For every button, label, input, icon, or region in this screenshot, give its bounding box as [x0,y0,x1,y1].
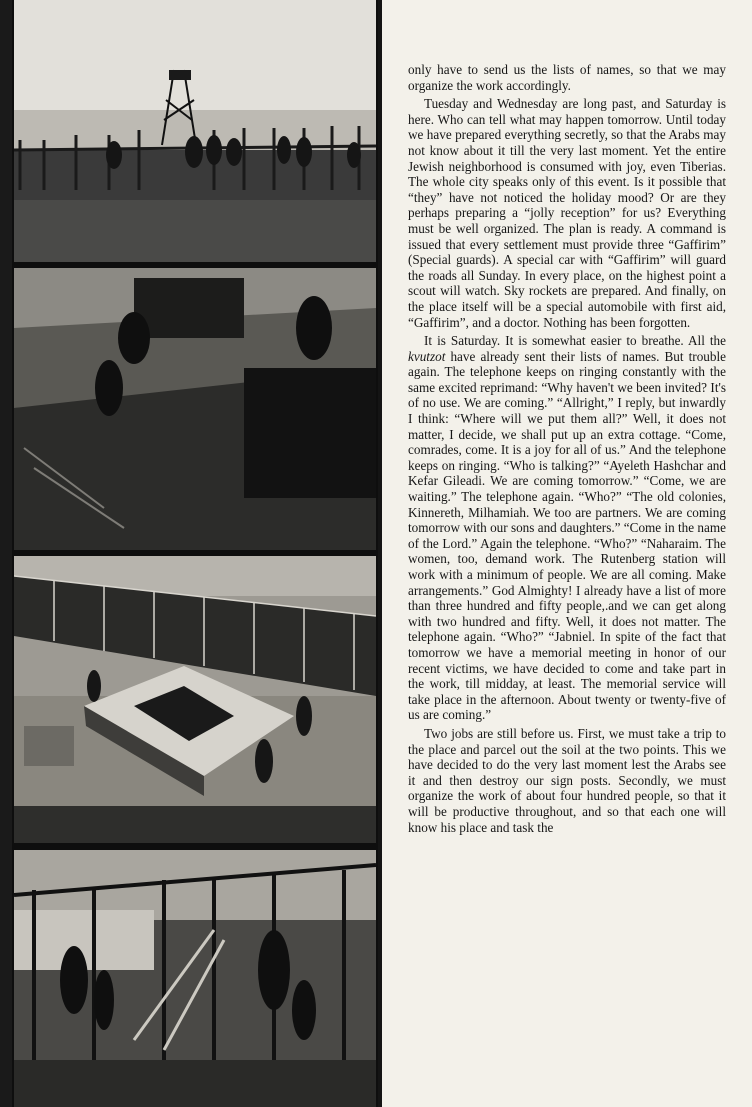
photo-watchtower-stockade [14,0,376,262]
column-divider [378,0,382,1107]
paragraph: only have to send us the lists of names, so that we may organize the work accordingly. [408,62,726,93]
paragraph-text: have already sent their lists of names. But trouble again. The telephone keeps on ringing constantly with the same excited reprimand: “Why haven't we been invited? It's of no use. We are coming.” “Allright,” I reply, but inwardly I think: “Where will we put them all?” Well, it does not matter, I decide, we shall put up an extra cottage. “Come, comrades, come. It is a joy for all of us.” And the telephone keeps on ringing. “Who is talking?” “Ayeleth Hashchar and Kefar Gileadi. We are coming tomorrow.” “Come, we are waiting.” The telephone again. “Who?” “The old colonies, Kinnereth, Milhamiah. We too are partners. We are coming tomorrow with our sons and daughters.” “Come in the name of the Lord.” Again the telephone. “Who?” “Naharaim. The women, too, demand work. The Rutenberg station will work with a minimum of people. We are all coming. Make arrangements.” God Almighty! I already have a list of more than three hundred and fifty people,.and we can get along with two hundred and fifty. Well, it does not matter. The telephone again. “Who?” “Jabniel. In spite of the fact that tomorrow we have a memorial meeting in honor of our recent victims, we have decided to come and take part in the work, till midday, at least. The memorial service will take place in the afternoon. About twenty or twenty-five of us are coming.” [408,348,726,723]
article-text [408,62,726,838]
paragraph: Tuesday and Wednesday are long past, and Saturday is here. Who can tell what may happen tomorrow. Until today we have prepared everything secretly, so that the Arabs may not know about it till the very last moment. Yet the entire Jewish neighborhood is consumed with joy, even Tiberias. The whole city speaks only of this event. Is it possible that “they” have not noticed the holiday mood? Or are they perhaps preparing a “jolly reception” for us? Everything must be well organized. The plan is ready. A command is issued that every settlement must provide three “Gaffirim” (Special guards). A special car with “Gaffirim” will guard the roads all Sunday. In every place, on the highest point a scout will watch. Sky rockets are prepared. And finally, on the place itself will be a special automobile with first aid, “Gaffirim”, and a doctor. Nothing has been forgotten. [408,96,726,330]
paragraph-text: It is Saturday. It is somewhat easier to breathe. All the [424,333,726,349]
italic-term: kvutzot [408,348,446,364]
photo-workers-digging [14,268,376,550]
photo-column [12,0,378,1107]
paragraph: Two jobs are still before us. First, we must take a trip to the place and parcel out the soil at the two points. This we have decided to do the very last moment lest the Arabs see it and then destroy our sign posts. Secondly, we must organize the work of about four hundred people, so that it will be productive throughout, and so that each one will know his place and task the [408,725,726,835]
paragraph [408,333,726,723]
photo-cottage-foundation [14,556,376,843]
page-edge [0,0,12,1107]
photo-framing-hut [14,850,376,1107]
